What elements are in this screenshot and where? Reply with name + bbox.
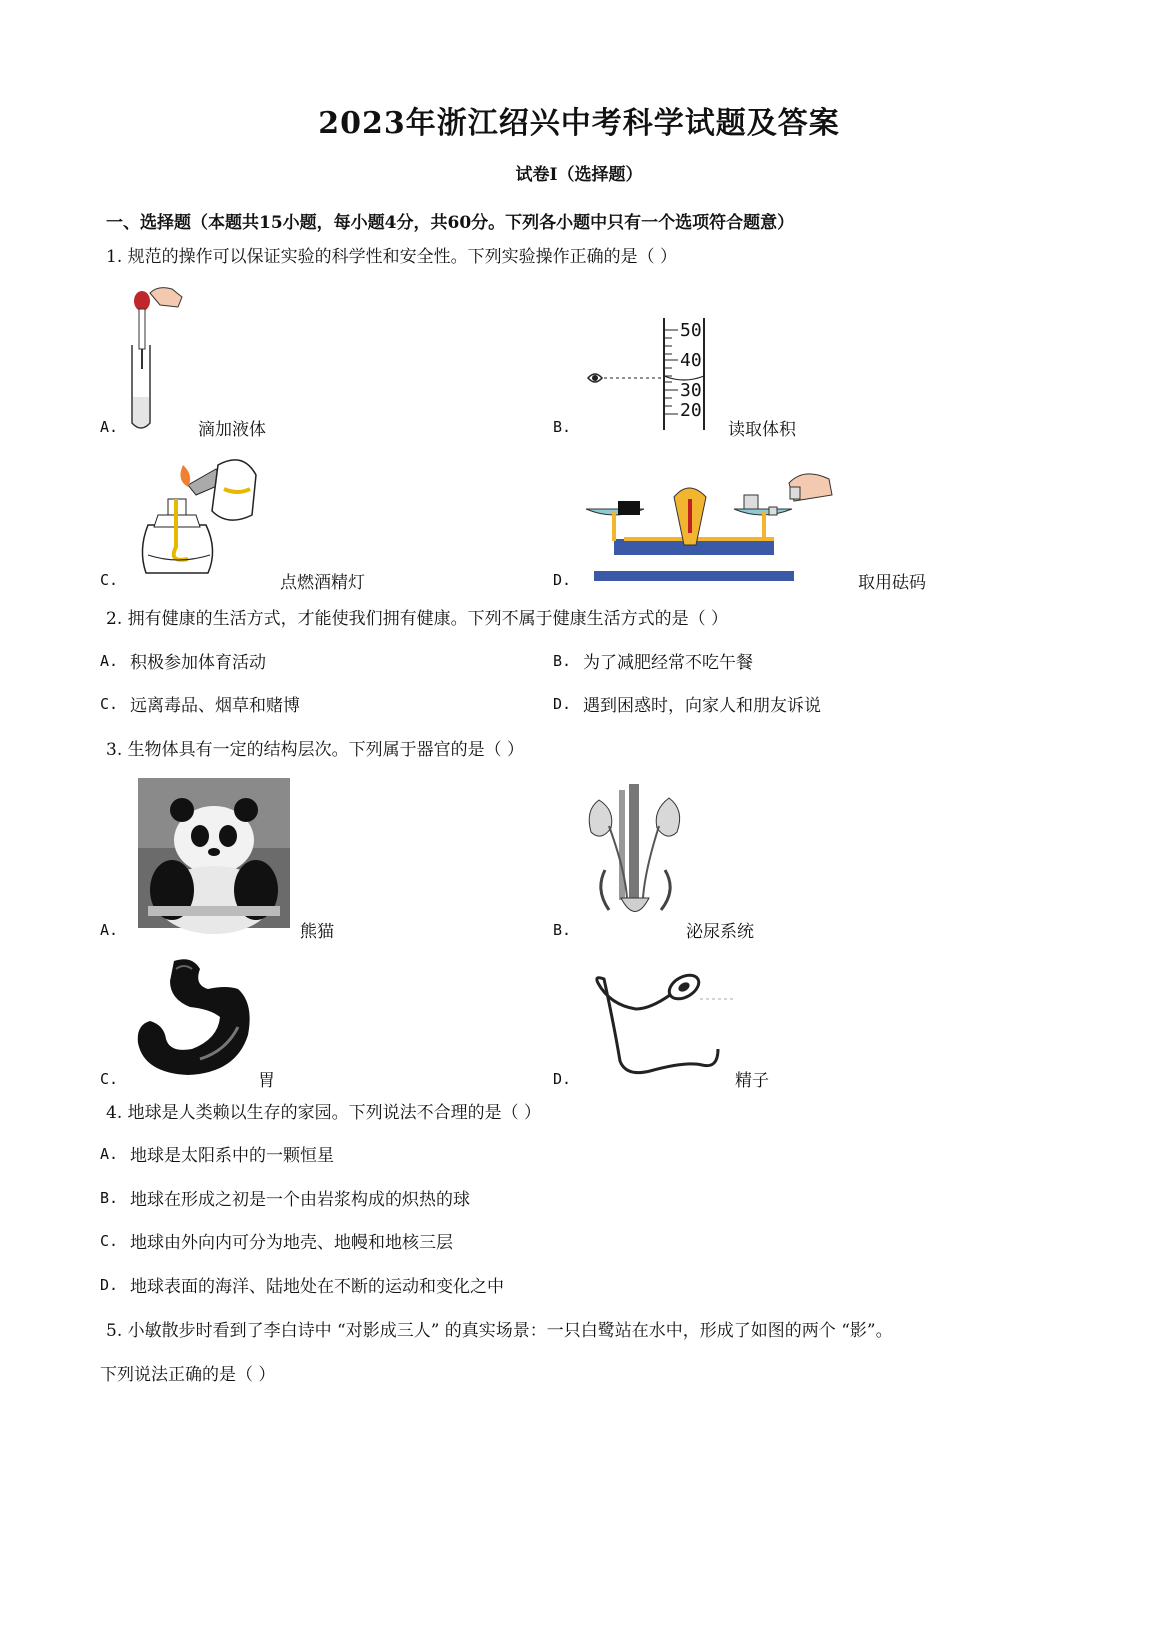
- question-1-stem: 1. 规范的操作可以保证实验的科学性和安全性。下列实验操作正确的是（ ）: [106, 247, 678, 267]
- q1-option-a-caption: 滴加液体: [198, 420, 266, 440]
- q2-option-a-text: 积极参加体育活动: [130, 653, 266, 673]
- q4-option-a-letter: A.: [100, 1145, 119, 1163]
- q1-option-c-caption: 点燃酒精灯: [280, 573, 365, 593]
- q2-option-b-text: 为了减肥经常不吃午餐: [583, 653, 753, 673]
- q4-option-d-text: 地球表面的海洋、陆地处在不断的运动和变化之中: [130, 1277, 504, 1297]
- q1-option-b-letter: B.: [553, 418, 572, 436]
- q3-option-b-letter: B.: [553, 921, 572, 939]
- stomach-figure: [130, 955, 255, 1080]
- q2-option-c-text: 远离毒品、烟草和赌博: [130, 696, 300, 716]
- q1-option-c-letter: C.: [100, 571, 119, 589]
- q3-option-c-caption: 胃: [258, 1071, 275, 1091]
- panda-figure: [138, 778, 290, 928]
- q3-option-c-letter: C.: [100, 1070, 119, 1088]
- sperm-cell-figure: [590, 965, 740, 1080]
- alcohol-lamp-figure: [128, 455, 263, 585]
- cylinder-tick-30: 30: [680, 380, 702, 401]
- section-heading: 一、选择题（本题共15小题，每小题4分，共60分。下列各小题中只有一个选项符合题意）: [106, 213, 795, 233]
- q1-option-d-letter: D.: [553, 571, 572, 589]
- q3-option-b-caption: 泌尿系统: [686, 922, 754, 942]
- q3-option-a-caption: 熊猫: [300, 922, 334, 942]
- balance-scale-figure: [584, 465, 839, 585]
- paper-subtitle: 试卷Ⅰ（选择题）: [515, 165, 643, 185]
- q3-option-a-letter: A.: [100, 921, 119, 939]
- q2-option-d-text: 遇到困惑时，向家人和朋友诉说: [583, 696, 821, 716]
- urinary-system-figure: [585, 780, 685, 930]
- page-title: 2023年浙江绍兴中考科学试题及答案: [318, 106, 840, 141]
- q4-option-c-text: 地球由外向内可分为地壳、地幔和地核三层: [130, 1233, 453, 1253]
- cylinder-tick-50: 50: [680, 320, 702, 341]
- q4-option-b-letter: B.: [100, 1189, 119, 1207]
- question-5-stem-line-1: 5. 小敏散步时看到了李白诗中 “对影成三人” 的真实场景：一只白鹭站在水中，形成了如图的两个 “影”。: [106, 1321, 893, 1341]
- cylinder-tick-40: 40: [680, 350, 702, 371]
- q1-option-d-caption: 取用砝码: [858, 573, 926, 593]
- cylinder-tick-20: 20: [680, 400, 702, 421]
- q2-option-a-letter: A.: [100, 652, 119, 670]
- q2-option-b-letter: B.: [553, 652, 572, 670]
- q4-option-d-letter: D.: [100, 1276, 119, 1294]
- q4-option-c-letter: C.: [100, 1232, 119, 1250]
- q1-option-b-caption: 读取体积: [728, 420, 796, 440]
- q4-option-b-text: 地球在形成之初是一个由岩浆构成的炽热的球: [130, 1190, 470, 1210]
- q2-option-c-letter: C.: [100, 695, 119, 713]
- q3-option-d-caption: 精子: [735, 1071, 769, 1091]
- q2-option-d-letter: D.: [553, 695, 572, 713]
- question-5-stem-line-2: 下列说法正确的是（ ）: [100, 1365, 276, 1385]
- q3-option-d-letter: D.: [553, 1070, 572, 1088]
- question-4-stem: 4. 地球是人类赖以生存的家园。下列说法不合理的是（ ）: [106, 1103, 542, 1123]
- question-3-stem: 3. 生物体具有一定的结构层次。下列属于器官的是（ ）: [106, 740, 525, 760]
- q1-option-a-letter: A.: [100, 418, 119, 436]
- q4-option-a-text: 地球是太阳系中的一颗恒星: [130, 1146, 334, 1166]
- dropper-test-tube-figure: [120, 285, 190, 435]
- question-2-stem: 2. 拥有健康的生活方式，才能使我们拥有健康。下列不属于健康生活方式的是（ ）: [106, 609, 729, 629]
